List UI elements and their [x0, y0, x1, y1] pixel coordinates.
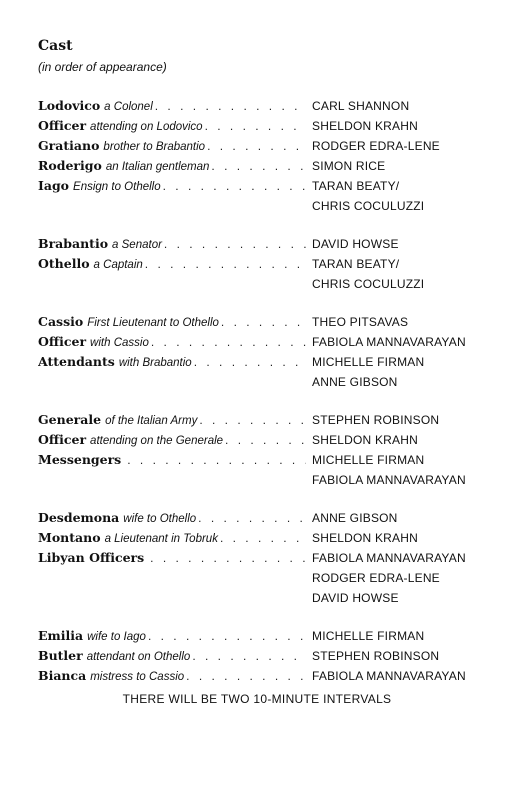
- actor-name: DAVID HOWSE: [312, 591, 399, 605]
- cast-group: [38, 410, 478, 490]
- role-description: wife to Othello: [123, 513, 197, 525]
- role-name: Desdemona: [38, 510, 120, 525]
- role: [38, 668, 306, 683]
- leader-dots: [127, 450, 306, 470]
- role-name: Montano: [38, 530, 101, 545]
- role-description: with Cassio: [90, 337, 149, 349]
- cast-row: [38, 450, 478, 490]
- role-name: Libyan Officers: [38, 550, 145, 565]
- role-name: Officer: [38, 432, 87, 447]
- cast-row: [38, 430, 478, 450]
- role-name: Brabantio: [38, 236, 109, 251]
- actor-list: [312, 312, 408, 332]
- actor-list: [312, 548, 466, 608]
- role-description: a Colonel: [104, 101, 153, 113]
- cast-row: [38, 548, 478, 608]
- cast-row: [38, 410, 478, 430]
- role-description: attendant on Othello: [86, 651, 191, 663]
- leader-dots: [164, 237, 306, 251]
- role-name: Attendants: [38, 354, 115, 369]
- actor-name: SHELDON KRAHN: [312, 119, 418, 133]
- leader-dots: [155, 99, 306, 113]
- role: [38, 412, 306, 427]
- cast-row: [38, 234, 478, 254]
- role-name: Cassio: [38, 314, 84, 329]
- leader-dots: [205, 119, 306, 133]
- actor-list: [312, 254, 424, 294]
- role-name: Generale: [38, 412, 102, 427]
- actor-name: ANNE GIBSON: [312, 511, 398, 525]
- role: [38, 98, 306, 113]
- cast-group: [38, 508, 478, 608]
- role-description: a Captain: [93, 259, 143, 271]
- role-name: Officer: [38, 118, 87, 133]
- leader-dots: [145, 254, 306, 274]
- cast-row: [38, 508, 478, 528]
- role-name: Gratiano: [38, 138, 100, 153]
- intervals-note: THERE WILL BE TWO 10-MINUTE INTERVALS: [122, 692, 392, 706]
- actor-list: [312, 666, 466, 686]
- actor-list: [312, 508, 398, 528]
- role-description: a Lieutenant in Tobruk: [104, 533, 218, 545]
- role: [38, 510, 306, 525]
- actor-list: [312, 96, 409, 116]
- cast-row: [38, 666, 478, 686]
- role-description: brother to Brabantio: [103, 141, 206, 153]
- role: [38, 236, 306, 251]
- cast-group: [38, 96, 478, 216]
- actor-list: [312, 528, 418, 548]
- actor-list: [312, 136, 440, 156]
- leader-dots: [221, 315, 306, 329]
- cast-row: [38, 312, 478, 332]
- actor-name: ANNE GIBSON: [312, 375, 398, 389]
- role: [38, 432, 306, 447]
- cast-row: [38, 136, 478, 156]
- cast-list: [38, 96, 478, 704]
- cast-row: [38, 254, 478, 294]
- role-description: of the Italian Army: [105, 415, 198, 427]
- cast-group: [38, 626, 478, 686]
- leader-dots: [186, 669, 306, 683]
- cast-heading: Cast: [38, 38, 73, 54]
- actor-name: CHRIS COCULUZZI: [312, 199, 425, 213]
- actor-name: MICHELLE FIRMAN: [312, 355, 425, 369]
- cast-row: [38, 156, 478, 176]
- role-name: Officer: [38, 334, 87, 349]
- actor-list: [312, 352, 424, 392]
- role-name: Emilia: [38, 628, 84, 643]
- actor-name: DAVID HOWSE: [312, 237, 399, 251]
- role: [38, 118, 306, 133]
- actor-list: [312, 332, 466, 352]
- actor-name: FABIOLA MANNAVARAYAN: [312, 335, 466, 349]
- role: [38, 450, 306, 470]
- role: [38, 352, 306, 372]
- actor-list: [312, 116, 418, 136]
- actor-name: RODGER EDRA-LENE: [312, 139, 440, 153]
- leader-dots: [220, 531, 306, 545]
- role-description: a Senator: [112, 239, 162, 251]
- actor-list: [312, 450, 466, 490]
- cast-row: [38, 96, 478, 116]
- actor-name: RODGER EDRA-LENE: [312, 571, 440, 585]
- role-description: attending on Lodovico: [90, 121, 203, 133]
- actor-name: FABIOLA MANNAVARAYAN: [312, 669, 466, 683]
- cast-row: [38, 646, 478, 666]
- role-description: with Brabantio: [118, 357, 192, 369]
- actor-name: CARL SHANNON: [312, 99, 410, 113]
- role-description: attending on the Generale: [90, 435, 224, 447]
- role: [38, 628, 306, 643]
- role-name: Butler: [38, 648, 83, 663]
- actor-list: [312, 176, 424, 216]
- cast-row: [38, 528, 478, 548]
- leader-dots: [163, 176, 306, 196]
- leader-dots: [198, 511, 306, 525]
- actor-list: [312, 156, 385, 176]
- role-name: Iago: [38, 178, 70, 193]
- actor-list: [312, 410, 439, 430]
- actor-name: MICHELLE FIRMAN: [312, 453, 425, 467]
- role: [38, 548, 306, 568]
- role-name: Othello: [38, 256, 90, 271]
- actor-name: SIMON RICE: [312, 159, 386, 173]
- actor-name: FABIOLA MANNAVARAYAN: [312, 551, 466, 565]
- actor-name: STEPHEN ROBINSON: [312, 649, 440, 663]
- leader-dots: [207, 139, 306, 153]
- role: [38, 648, 306, 663]
- cast-group: [38, 234, 478, 294]
- actor-name: MICHELLE FIRMAN: [312, 629, 425, 643]
- leader-dots: [148, 629, 306, 643]
- leader-dots: [199, 413, 306, 427]
- role: [38, 530, 306, 545]
- role-description: an Italian gentleman: [105, 161, 210, 173]
- actor-name: THEO PITSAVAS: [312, 315, 409, 329]
- actor-name: STEPHEN ROBINSON: [312, 413, 440, 427]
- actor-name: FABIOLA MANNAVARAYAN: [312, 473, 466, 487]
- role-description: wife to Iago: [87, 631, 146, 643]
- actor-name: SHELDON KRAHN: [312, 531, 418, 545]
- role: [38, 158, 306, 173]
- actor-name: TARAN BEATY/: [312, 257, 400, 271]
- role-name: Lodovico: [38, 98, 101, 113]
- actor-list: [312, 430, 418, 450]
- leader-dots: [211, 159, 306, 173]
- role: [38, 138, 306, 153]
- cast-row: [38, 352, 478, 392]
- cast-row: [38, 116, 478, 136]
- cast-row: [38, 626, 478, 646]
- cast-group: [38, 312, 478, 392]
- actor-list: [312, 646, 439, 666]
- role: [38, 254, 306, 274]
- leader-dots: [151, 335, 306, 349]
- role-name: Roderigo: [38, 158, 102, 173]
- leader-dots: [192, 649, 306, 663]
- leader-dots: [225, 433, 306, 447]
- actor-list: [312, 626, 424, 646]
- cast-subheading: (in order of appearance): [38, 60, 167, 74]
- actor-list: [312, 234, 399, 254]
- leader-dots: [150, 548, 306, 568]
- cast-row: [38, 176, 478, 216]
- role-description: First Lieutenant to Othello: [87, 317, 219, 329]
- leader-dots: [194, 352, 306, 372]
- role-name: Messengers: [38, 452, 122, 467]
- actor-name: TARAN BEATY/: [312, 179, 400, 193]
- actor-name: CHRIS COCULUZZI: [312, 277, 425, 291]
- cast-row: [38, 332, 478, 352]
- role: [38, 176, 306, 196]
- role-description: mistress to Cassio: [90, 671, 185, 683]
- role-name: Bianca: [38, 668, 87, 683]
- role: [38, 334, 306, 349]
- role: [38, 314, 306, 329]
- actor-name: SHELDON KRAHN: [312, 433, 418, 447]
- role-description: Ensign to Othello: [73, 181, 161, 193]
